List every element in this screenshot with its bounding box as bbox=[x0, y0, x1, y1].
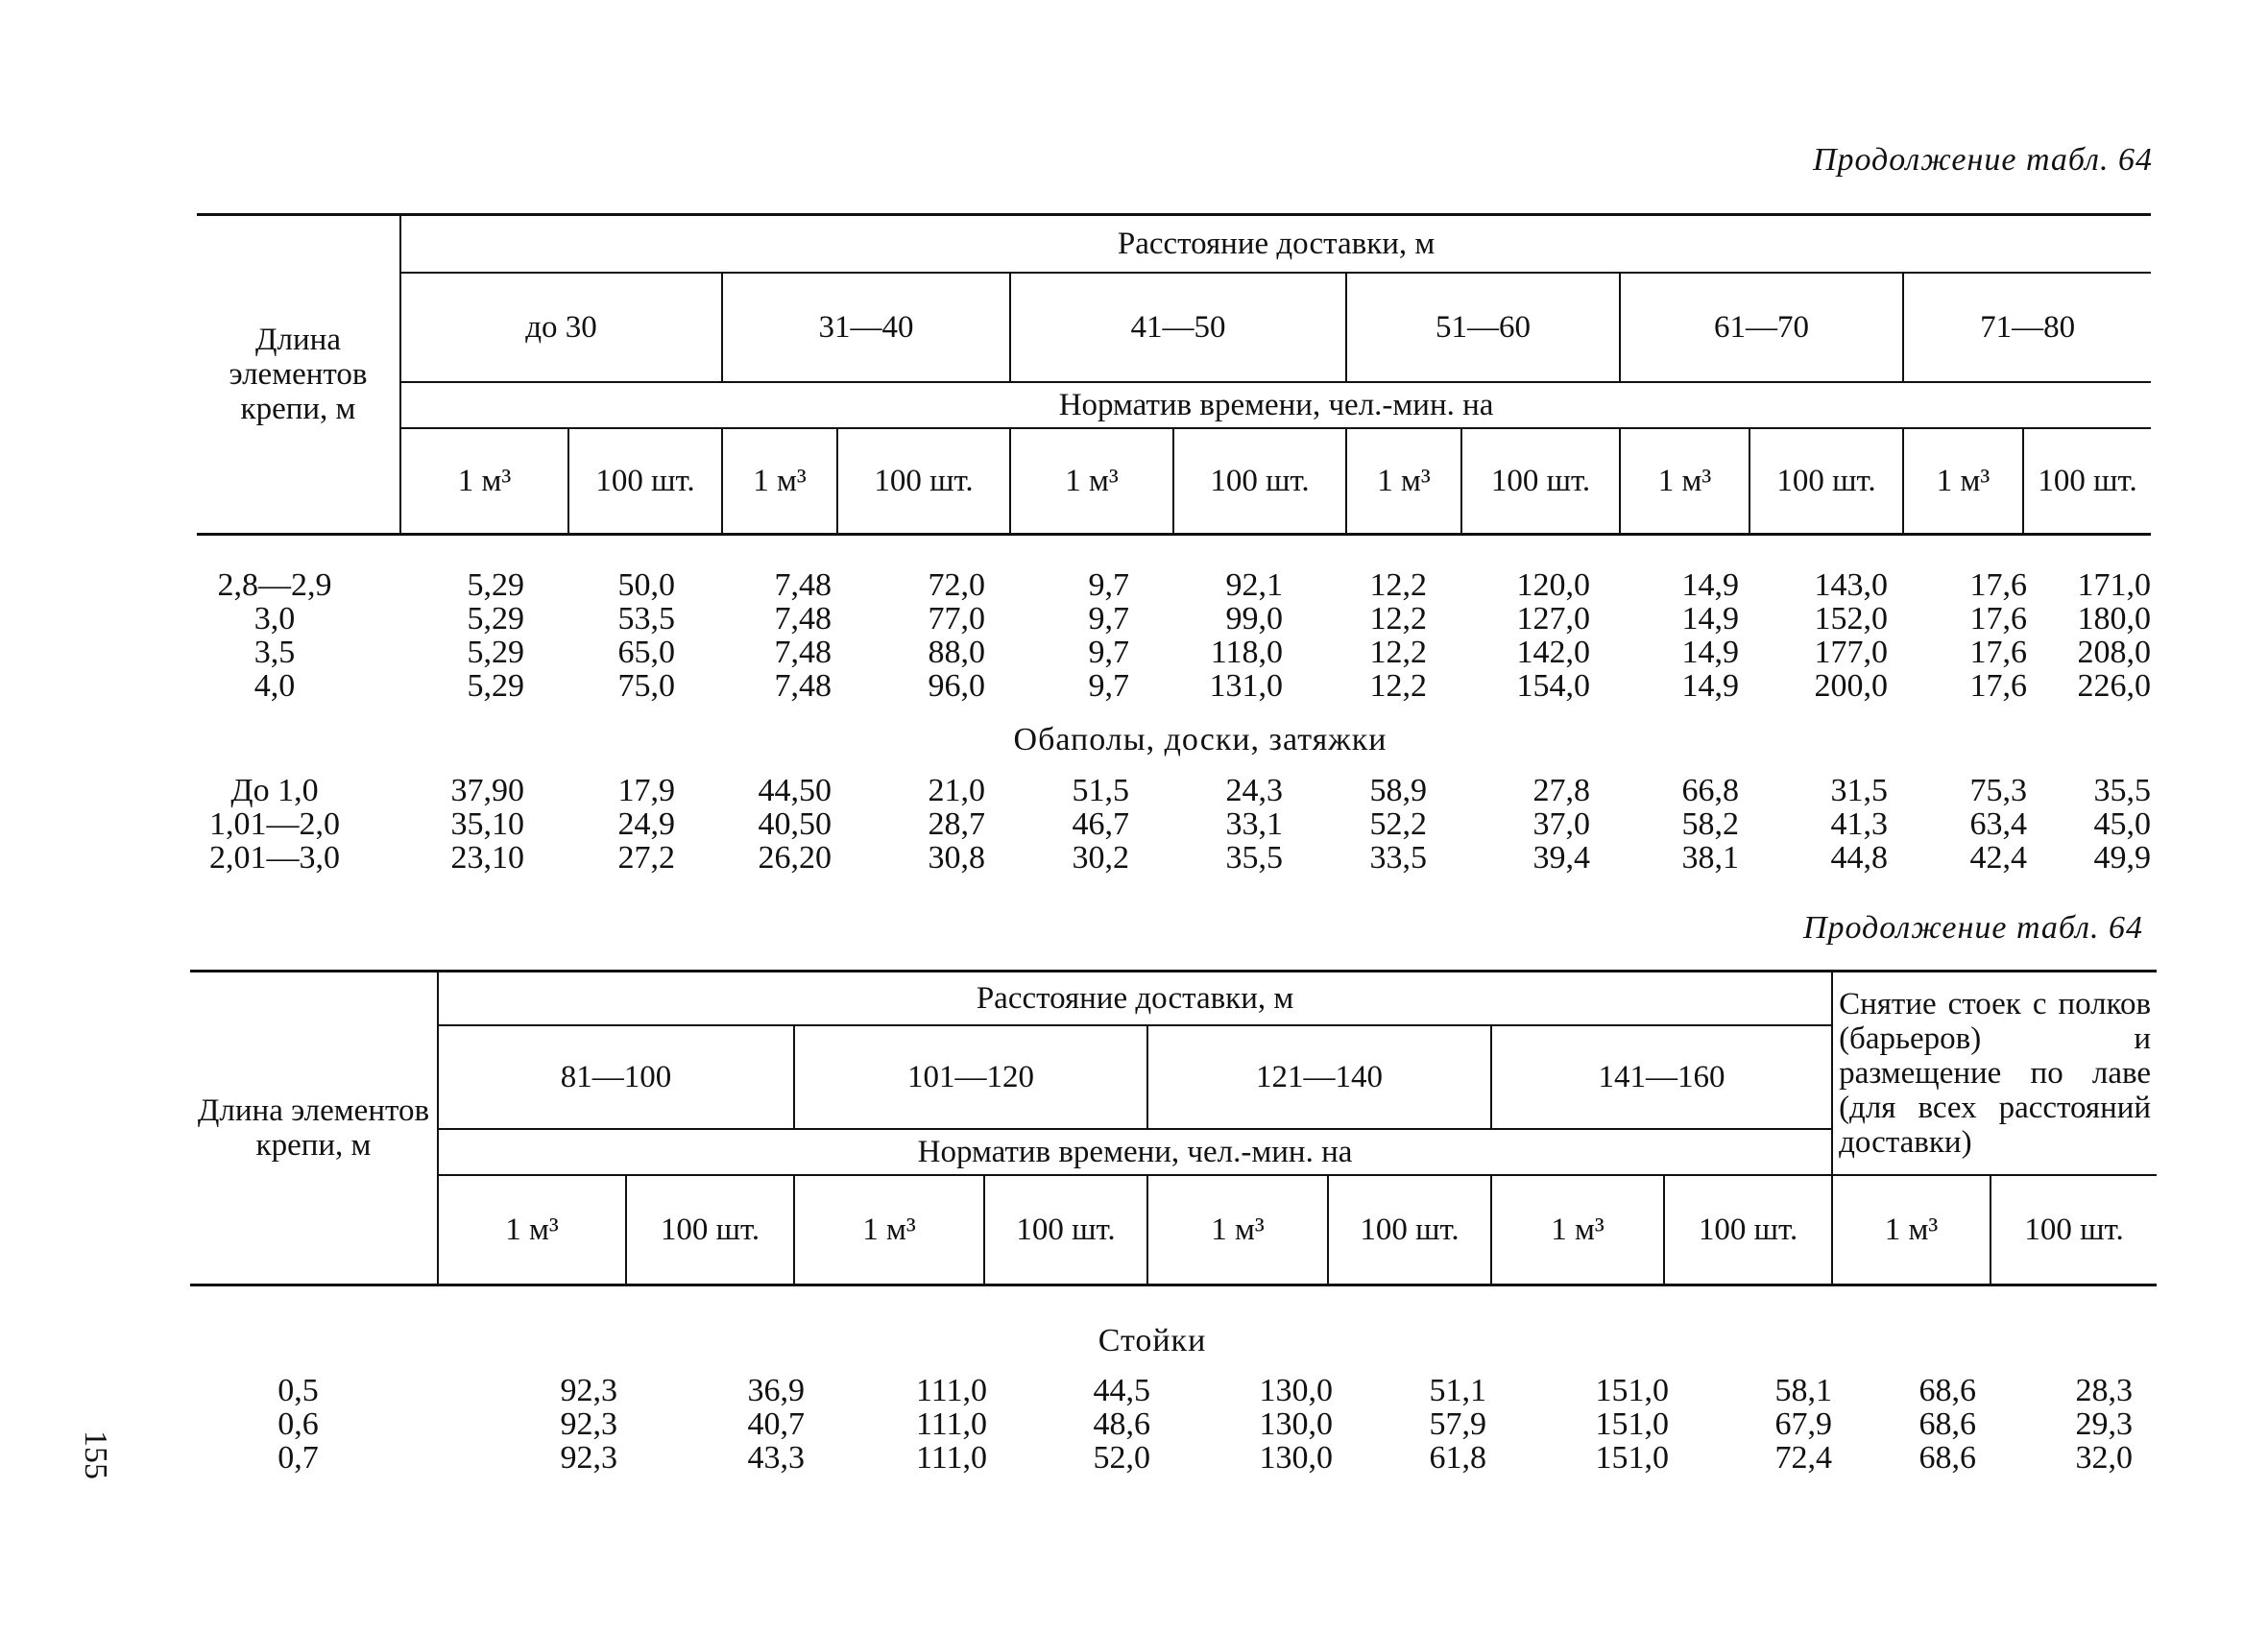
cell: 21,0 bbox=[928, 773, 985, 808]
cell: 142,0 bbox=[1516, 635, 1590, 670]
cell: 30,2 bbox=[1072, 840, 1129, 876]
cell: 35,10 bbox=[450, 806, 524, 842]
row-header: Длина элементов крепи, м bbox=[197, 1093, 430, 1163]
cell: 12,2 bbox=[1369, 668, 1427, 704]
cell: 180,0 bbox=[2077, 601, 2151, 636]
table-row bbox=[188, 774, 2151, 807]
cell: 53,5 bbox=[617, 601, 675, 636]
table-row bbox=[190, 1441, 2133, 1475]
cell: 37,90 bbox=[450, 773, 524, 808]
range-header: 71—80 bbox=[1903, 273, 2151, 382]
cell: 88,0 bbox=[928, 635, 985, 670]
row-header: Длина элементов крепи, м bbox=[229, 323, 368, 426]
range-header: 41—50 bbox=[1010, 273, 1346, 382]
cell: 154,0 bbox=[1516, 668, 1590, 704]
distance-header: Расстояние доставки, м bbox=[438, 972, 1832, 1026]
cell: 92,3 bbox=[560, 1373, 617, 1408]
cell: 171,0 bbox=[2077, 567, 2151, 603]
unit-100: 100 шт. bbox=[1328, 1175, 1491, 1285]
cell: 48,6 bbox=[1093, 1406, 1150, 1442]
cell: 33,1 bbox=[1225, 806, 1283, 842]
table1-body-a bbox=[188, 568, 2151, 703]
cell: 17,9 bbox=[617, 773, 675, 808]
unit-m3: 1 м³ bbox=[722, 428, 837, 535]
unit-100: 100 шт. bbox=[837, 428, 1010, 535]
cell: 46,7 bbox=[1072, 806, 1129, 842]
cell: 7,48 bbox=[774, 567, 832, 603]
unit-m3: 1 м³ bbox=[1832, 1175, 1991, 1285]
cell: 177,0 bbox=[1814, 635, 1888, 670]
row-label: 4,0 bbox=[253, 668, 296, 704]
cell: 14,9 bbox=[1681, 635, 1739, 670]
cell: 12,2 bbox=[1369, 601, 1427, 636]
cell: 40,7 bbox=[747, 1406, 805, 1442]
cell: 39,4 bbox=[1532, 840, 1590, 876]
cell: 151,0 bbox=[1595, 1373, 1669, 1408]
page-number: 155 bbox=[78, 1430, 113, 1479]
cell: 43,3 bbox=[747, 1440, 805, 1476]
cell: 30,8 bbox=[928, 840, 985, 876]
row-label: 3,0 bbox=[253, 601, 296, 636]
unit-m3: 1 м³ bbox=[1491, 1175, 1664, 1285]
cell: 35,5 bbox=[1225, 840, 1283, 876]
cell: 32,0 bbox=[2075, 1440, 2133, 1476]
unit-100: 100 шт. bbox=[1461, 428, 1620, 535]
cell: 7,48 bbox=[774, 601, 832, 636]
cell: 51,5 bbox=[1072, 773, 1129, 808]
cell: 130,0 bbox=[1259, 1440, 1333, 1476]
cell: 61,8 bbox=[1429, 1440, 1486, 1476]
cell: 7,48 bbox=[774, 668, 832, 704]
range-header: 121—140 bbox=[1147, 1025, 1491, 1129]
cell: 12,2 bbox=[1369, 567, 1427, 603]
cell: 68,6 bbox=[1918, 1406, 1976, 1442]
cell: 17,6 bbox=[1969, 567, 2027, 603]
cell: 17,6 bbox=[1969, 668, 2027, 704]
table-row bbox=[188, 669, 2151, 703]
cell: 58,9 bbox=[1369, 773, 1427, 808]
cell: 28,7 bbox=[928, 806, 985, 842]
cell: 143,0 bbox=[1814, 567, 1888, 603]
cell: 118,0 bbox=[1210, 635, 1283, 670]
unit-100: 100 шт. bbox=[1173, 428, 1346, 535]
cell: 44,8 bbox=[1830, 840, 1888, 876]
cell: 38,1 bbox=[1681, 840, 1739, 876]
row-label: 0,6 bbox=[277, 1406, 319, 1442]
cell: 57,9 bbox=[1429, 1406, 1486, 1442]
cell: 17,6 bbox=[1969, 635, 2027, 670]
table1-body-b bbox=[188, 774, 2151, 875]
cell: 24,9 bbox=[617, 806, 675, 842]
cell: 7,48 bbox=[774, 635, 832, 670]
row-label: 1,01—2,0 bbox=[209, 806, 340, 842]
cell: 5,29 bbox=[467, 668, 524, 704]
norm-header: Норматив времени, чел.-мин. на bbox=[438, 1129, 1832, 1175]
cell: 40,50 bbox=[758, 806, 832, 842]
cell: 9,7 bbox=[1088, 635, 1129, 670]
cell: 65,0 bbox=[617, 635, 675, 670]
section-title: Стойки bbox=[1098, 1323, 1207, 1358]
unit-100: 100 шт. bbox=[568, 428, 722, 535]
cell: 152,0 bbox=[1814, 601, 1888, 636]
cell: 9,7 bbox=[1088, 601, 1129, 636]
table-row bbox=[188, 636, 2151, 669]
cell: 29,3 bbox=[2075, 1406, 2133, 1442]
cell: 28,3 bbox=[2075, 1373, 2133, 1408]
cell: 58,2 bbox=[1681, 806, 1739, 842]
cell: 26,20 bbox=[758, 840, 832, 876]
cell: 49,9 bbox=[2093, 840, 2151, 876]
norm-header: Норматив времени, чел.-мин. на bbox=[400, 382, 2151, 428]
cell: 14,9 bbox=[1681, 567, 1739, 603]
cell: 92,3 bbox=[560, 1406, 617, 1442]
cell: 17,6 bbox=[1969, 601, 2027, 636]
unit-100: 100 шт. bbox=[1991, 1175, 2157, 1285]
cell: 9,7 bbox=[1088, 567, 1129, 603]
cell: 52,2 bbox=[1369, 806, 1427, 842]
table-row bbox=[188, 807, 2151, 841]
row-label: 2,8—2,9 bbox=[217, 567, 332, 603]
cell: 96,0 bbox=[928, 668, 985, 704]
cell: 72,0 bbox=[928, 567, 985, 603]
table1-caption: Продолжение табл. 64 bbox=[1812, 142, 2153, 178]
row-label: 3,5 bbox=[253, 635, 296, 670]
unit-m3: 1 м³ bbox=[1903, 428, 2023, 535]
cell: 5,29 bbox=[467, 635, 524, 670]
cell: 27,8 bbox=[1532, 773, 1590, 808]
cell: 111,0 bbox=[916, 1406, 987, 1442]
cell: 23,10 bbox=[450, 840, 524, 876]
row-label: 0,5 bbox=[277, 1373, 319, 1408]
table-row bbox=[188, 602, 2151, 636]
cell: 41,3 bbox=[1830, 806, 1888, 842]
cell: 63,4 bbox=[1969, 806, 2027, 842]
cell: 44,50 bbox=[758, 773, 832, 808]
cell: 31,5 bbox=[1830, 773, 1888, 808]
cell: 151,0 bbox=[1595, 1406, 1669, 1442]
unit-m3: 1 м³ bbox=[1147, 1175, 1328, 1285]
cell: 42,4 bbox=[1969, 840, 2027, 876]
range-header: до 30 bbox=[400, 273, 722, 382]
cell: 92,3 bbox=[560, 1440, 617, 1476]
unit-100: 100 шт. bbox=[1749, 428, 1903, 535]
table-row bbox=[190, 1374, 2133, 1407]
cell: 44,5 bbox=[1093, 1373, 1150, 1408]
cell: 68,6 bbox=[1918, 1373, 1976, 1408]
cell: 130,0 bbox=[1259, 1406, 1333, 1442]
cell: 9,7 bbox=[1088, 668, 1129, 704]
cell: 120,0 bbox=[1516, 567, 1590, 603]
unit-m3: 1 м³ bbox=[794, 1175, 984, 1285]
row-label: 2,01—3,0 bbox=[209, 840, 340, 876]
section-title: Обаполы, доски, затяжки bbox=[1013, 722, 1387, 757]
cell: 131,0 bbox=[1209, 668, 1283, 704]
table2-caption: Продолжение табл. 64 bbox=[1802, 910, 2143, 946]
cell: 58,1 bbox=[1774, 1373, 1832, 1408]
cell: 27,2 bbox=[617, 840, 675, 876]
cell: 226,0 bbox=[2077, 668, 2151, 704]
row-label: 0,7 bbox=[277, 1440, 319, 1476]
unit-m3: 1 м³ bbox=[1620, 428, 1749, 535]
cell: 5,29 bbox=[467, 567, 524, 603]
cell: 75,3 bbox=[1969, 773, 2027, 808]
table2-header bbox=[190, 970, 2157, 1286]
cell: 66,8 bbox=[1681, 773, 1739, 808]
cell: 200,0 bbox=[1814, 668, 1888, 704]
range-header: 51—60 bbox=[1346, 273, 1620, 382]
unit-100: 100 шт. bbox=[1664, 1175, 1832, 1285]
cell: 75,0 bbox=[617, 668, 675, 704]
cell: 12,2 bbox=[1369, 635, 1427, 670]
unit-m3: 1 м³ bbox=[1346, 428, 1461, 535]
cell: 111,0 bbox=[916, 1440, 987, 1476]
table1-header bbox=[197, 213, 2151, 536]
unit-100: 100 шт. bbox=[984, 1175, 1147, 1285]
cell: 45,0 bbox=[2093, 806, 2151, 842]
table-row bbox=[190, 1407, 2133, 1441]
cell: 51,1 bbox=[1429, 1373, 1486, 1408]
unit-100: 100 шт. bbox=[626, 1175, 794, 1285]
cell: 151,0 bbox=[1595, 1440, 1669, 1476]
cell: 77,0 bbox=[928, 601, 985, 636]
cell: 50,0 bbox=[617, 567, 675, 603]
cell: 37,0 bbox=[1532, 806, 1590, 842]
table-row bbox=[188, 841, 2151, 875]
cell: 14,9 bbox=[1681, 601, 1739, 636]
cell: 67,9 bbox=[1774, 1406, 1832, 1442]
side-header: Снятие стоек с полков (барьеров) и размещение по лаве (для всех расстояний доставки) bbox=[1832, 972, 2157, 1176]
cell: 92,1 bbox=[1225, 567, 1283, 603]
cell: 33,5 bbox=[1369, 840, 1427, 876]
range-header: 61—70 bbox=[1620, 273, 1903, 382]
unit-m3: 1 м³ bbox=[400, 428, 568, 535]
cell: 72,4 bbox=[1774, 1440, 1832, 1476]
unit-m3: 1 м³ bbox=[1010, 428, 1173, 535]
cell: 111,0 bbox=[916, 1373, 987, 1408]
cell: 14,9 bbox=[1681, 668, 1739, 704]
table-row bbox=[188, 568, 2151, 602]
table2-body bbox=[190, 1374, 2133, 1475]
distance-header: Расстояние доставки, м bbox=[400, 215, 2151, 274]
cell: 130,0 bbox=[1259, 1373, 1333, 1408]
cell: 127,0 bbox=[1516, 601, 1590, 636]
cell: 35,5 bbox=[2093, 773, 2151, 808]
range-header: 141—160 bbox=[1491, 1025, 1832, 1129]
range-header: 101—120 bbox=[794, 1025, 1147, 1129]
cell: 5,29 bbox=[467, 601, 524, 636]
unit-m3: 1 м³ bbox=[438, 1175, 626, 1285]
range-header: 31—40 bbox=[722, 273, 1010, 382]
cell: 99,0 bbox=[1225, 601, 1283, 636]
unit-100: 100 шт. bbox=[2023, 428, 2151, 535]
range-header: 81—100 bbox=[438, 1025, 794, 1129]
cell: 52,0 bbox=[1093, 1440, 1150, 1476]
cell: 24,3 bbox=[1225, 773, 1283, 808]
cell: 36,9 bbox=[747, 1373, 805, 1408]
cell: 208,0 bbox=[2077, 635, 2151, 670]
cell: 68,6 bbox=[1918, 1440, 1976, 1476]
row-label: До 1,0 bbox=[230, 773, 319, 808]
